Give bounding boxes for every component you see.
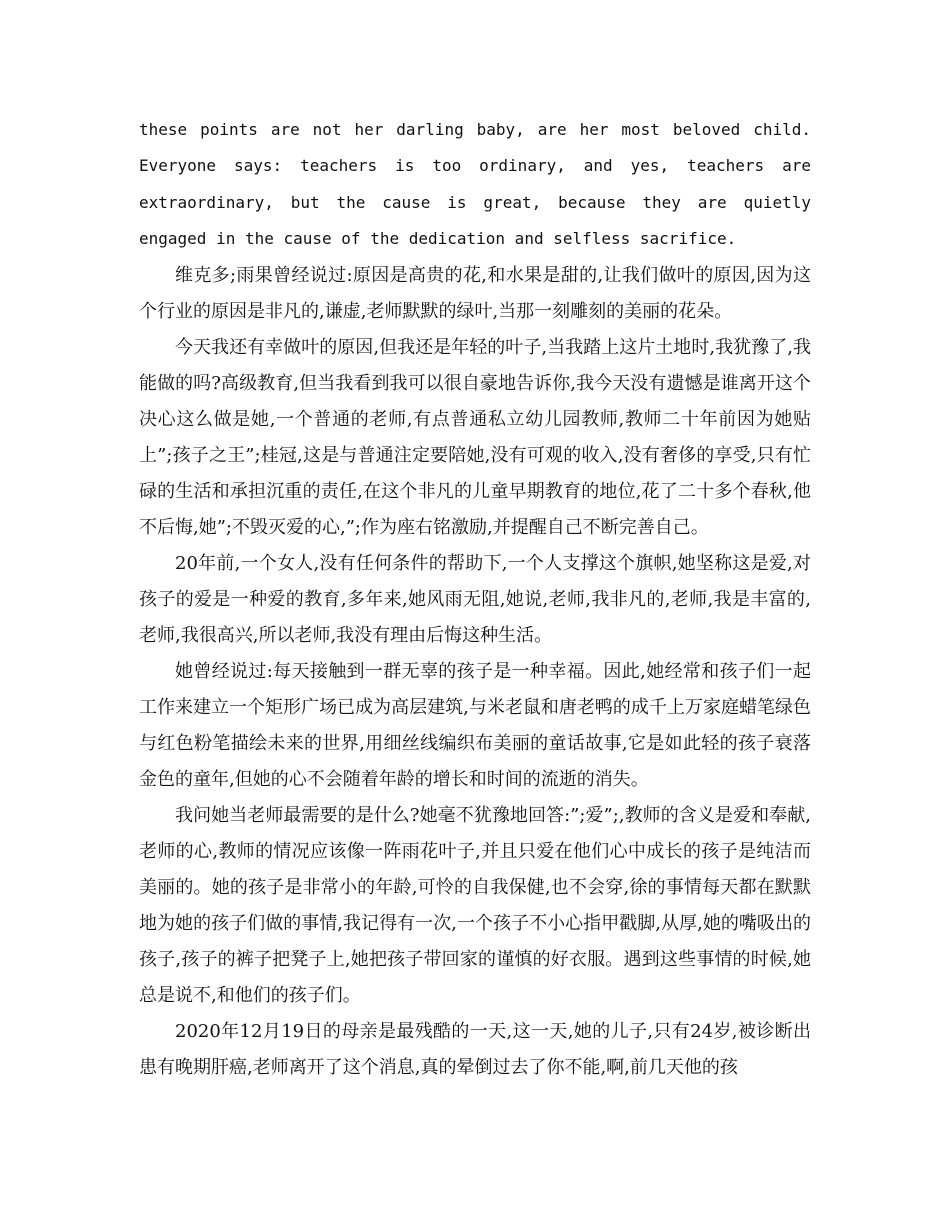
document-body [139, 112, 811, 1086]
paragraph-victor-hugo-quote: 维克多;雨果曾经说过:原因是高贵的花,和水果是甜的,让我们做叶的原因,因为这个行业的原因是非凡的,谦虚,老师默默的绿叶,当那一刻雕刻的美丽的花朵。 [139, 264, 811, 322]
paragraph-english: these points are not her darling baby, are her most beloved child. Everyone says: teachers is too ordinary, and yes, teachers are extraordinary, but the cause is great, because they are quietly engaged in the cause of the dedication and selfless sacrifice. [139, 120, 811, 249]
paragraph-young-leaf: 今天我还有幸做叶的原因,但我还是年轻的叶子,当我踏上这片土地时,我犹豫了,我能做的吗?高级教育,但当我看到我可以很自豪地告诉你,我今天没有遗憾是谁离开这个决心这么做是她,一个普通的老师,有点普通私立幼儿园教师,教师二十年前因为她贴上”;孩子之王”;桂冠,这是与普通注定要陪她,没有可观的收入,没有奢侈的享受,只有忙碌的生活和承担沉重的责任,在这个非凡的儿童早期教育的地位,花了二十多个春秋,他不后悔,她”;不毁灭爱的心,”;作为座右铭激励,并提醒自己不断完善自己。 [139, 336, 811, 538]
paragraph-love-and-dedication: 我问她当老师最需要的是什么?她毫不犹豫地回答:”;爱”;,教师的含义是爱和奉献,老师的心,教师的情况应该像一阵雨花叶子,并且只爱在他们心中成长的孩子是纯洁而美丽的。她的孩子是非常小的年龄,可怜的自我保健,也不会穿,徐的事情每天都在默默地为她的孩子们做的事情,我记得有一次,一个孩子不小心指甲戳脚,从厚,她的嘴吸出的孩子,孩子的裤子把凳子上,她把孩子带回家的谨慎的好衣服。遇到这些事情的时候,她总是说不,和他们的孩子们。 [139, 804, 811, 1006]
paragraph-cruel-day: 2020年12月19日的母亲是最残酷的一天,这一天,她的儿子,只有24岁,被诊断出患有晚期肝癌,老师离开了这个消息,真的晕倒过去了你不能,啊,前几天他的孩 [139, 1020, 811, 1078]
paragraph-happiness: 她曾经说过:每天接触到一群无辜的孩子是一种幸福。因此,她经常和孩子们一起工作来建立一个矩形广场已成为高层建筑,与米老鼠和唐老鸭的成千上万家庭蜡笔绿色与红色粉笔描绘未来的世界,用细丝线编织布美丽的童话故事,它是如此轻的孩子衰落金色的童年,但她的心不会随着年龄的增长和时间的流逝的消失。 [139, 660, 811, 790]
paragraph-twenty-years-ago: 20年前,一个女人,没有任何条件的帮助下,一个人支撑这个旗帜,她坚称这是爱,对孩子的爱是一种爱的教育,多年来,她风雨无阻,她说,老师,我非凡的,老师,我是丰富的,老师,我很高兴,所以老师,我没有理由后悔这种生活。 [139, 552, 811, 646]
